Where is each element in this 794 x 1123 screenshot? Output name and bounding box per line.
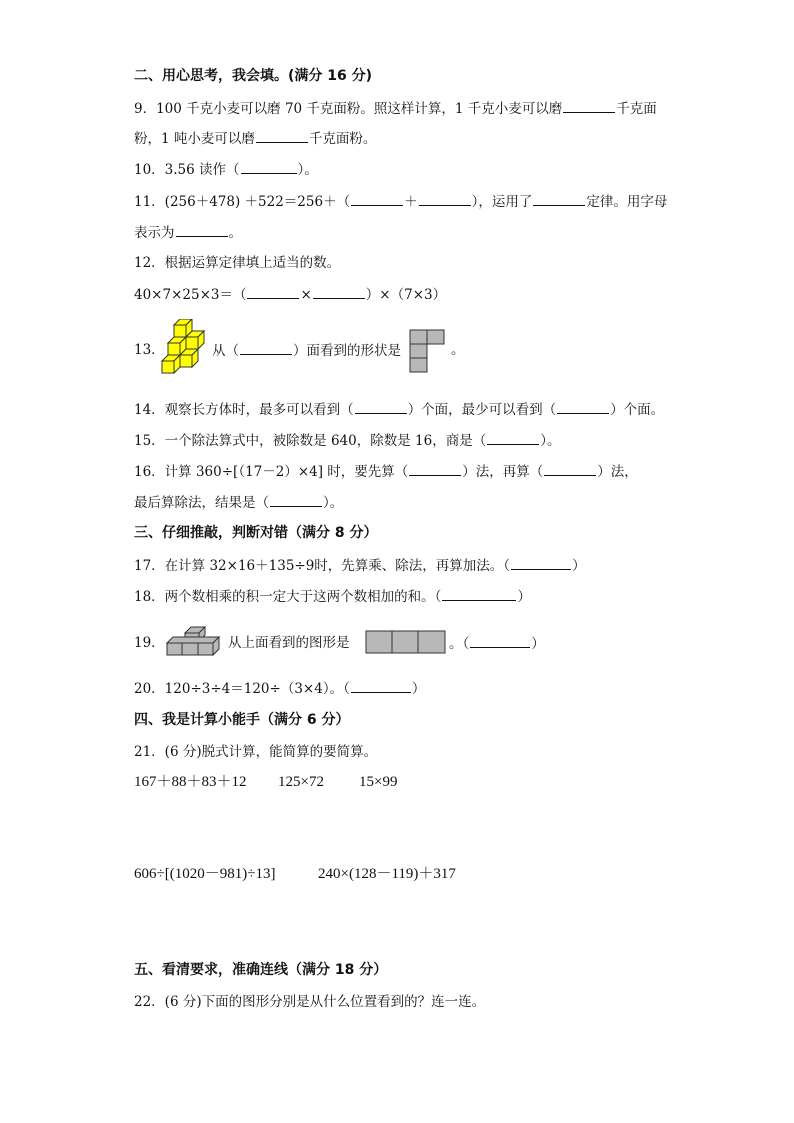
answer-blank[interactable] bbox=[351, 678, 411, 693]
three-squares-shape-icon bbox=[365, 630, 447, 655]
answer-blank[interactable] bbox=[270, 492, 322, 507]
question-20: 20．120÷3÷4＝120÷（3×4）。（ ） bbox=[134, 678, 425, 699]
question-12-line-1: 12．根据运算定律填上适当的数。 bbox=[134, 255, 341, 271]
question-10: 10．3.56 读作（ ）。 bbox=[134, 159, 318, 180]
answer-blank[interactable] bbox=[240, 340, 292, 355]
answer-blank[interactable] bbox=[355, 399, 407, 414]
section-2-title: 二、用心思考，我会填。(满分 16 分) bbox=[134, 68, 373, 84]
question-13-text: 从（ ）面看到的形状是 bbox=[212, 340, 401, 361]
expression-1: 167＋88＋83＋12 bbox=[134, 774, 247, 790]
answer-blank[interactable] bbox=[563, 98, 615, 113]
question-15: 15．一个除法算式中，被除数是 640，除数是 16，商是（ ）。 bbox=[134, 430, 560, 451]
expression-4: 606÷[(1020－981)÷13] bbox=[134, 866, 276, 882]
section-4-title: 四、我是计算小能手（满分 6 分） bbox=[134, 712, 350, 728]
answer-blank[interactable] bbox=[544, 461, 596, 476]
gray-squares-shape-icon bbox=[409, 329, 447, 373]
expression-3: 15×99 bbox=[359, 774, 398, 790]
answer-blank[interactable] bbox=[256, 128, 308, 143]
answer-blank[interactable] bbox=[533, 191, 585, 206]
question-13-end: 。 bbox=[451, 342, 465, 358]
question-19: 19． bbox=[134, 635, 165, 651]
question-9-line-1: 9．100 千克小麦可以磨 70 千克面粉。照这样计算，1 千克小麦可以磨 千克面 bbox=[134, 98, 657, 119]
stacked-cubes-icon bbox=[160, 319, 212, 381]
answer-blank[interactable] bbox=[442, 586, 516, 601]
answer-blank[interactable] bbox=[241, 159, 297, 174]
answer-blank[interactable] bbox=[470, 633, 530, 648]
expression-5: 240×(128－119)＋317 bbox=[318, 866, 456, 882]
answer-blank[interactable] bbox=[176, 222, 228, 237]
question-18: 18．两个数相乘的积一定大于这两个数相加的和。（ ） bbox=[134, 586, 531, 607]
question-17: 17．在计算 32×16＋135÷9时，先算乘、除法，再算加法。（ ） bbox=[134, 555, 586, 576]
section-5-title: 五、看清要求，准确连线（满分 18 分） bbox=[134, 962, 388, 978]
question-9-line-2: 粉，1 吨小麦可以磨 千克面粉。 bbox=[134, 128, 376, 149]
question-22: 22．(6 分)下面的图形分别是从什么位置看到的？连一连。 bbox=[134, 994, 486, 1010]
question-16-line-1: 16．计算 360÷[（17－2）×4] 时，要先算（ ）法，再算（ ）法， bbox=[134, 461, 638, 482]
expression-2: 125×72 bbox=[278, 774, 324, 790]
section-3-title: 三、仔细推敲，判断对错（满分 8 分） bbox=[134, 525, 378, 541]
answer-blank[interactable] bbox=[247, 284, 299, 299]
question-11-line-2: 表示为 。 bbox=[134, 222, 242, 243]
answer-blank[interactable] bbox=[351, 191, 403, 206]
question-19-end: 。（ ） bbox=[449, 633, 545, 654]
answer-blank[interactable] bbox=[511, 555, 571, 570]
question-12-line-2: 40×7×25×3＝（ × ）×（7×3） bbox=[134, 284, 446, 305]
question-19-text: 从上面看到的图形是 bbox=[228, 635, 350, 651]
question-21: 21．(6 分)脱式计算，能简算的要简算。 bbox=[134, 744, 378, 760]
answer-blank[interactable] bbox=[313, 284, 365, 299]
answer-blank[interactable] bbox=[557, 399, 609, 414]
question-11-line-1: 11．(256＋478) ＋522＝256＋（ ＋ ），运用了 定律。用字母 bbox=[134, 191, 667, 212]
question-14: 14．观察长方体时，最多可以看到（ ）个面，最少可以看到（ ）个面。 bbox=[134, 399, 664, 420]
gray-blocks-icon bbox=[165, 623, 225, 657]
answer-blank[interactable] bbox=[419, 191, 471, 206]
question-13: 13． bbox=[134, 342, 165, 358]
answer-blank[interactable] bbox=[487, 430, 539, 445]
question-16-line-2: 最后算除法，结果是（ ）。 bbox=[134, 492, 343, 513]
answer-blank[interactable] bbox=[409, 461, 461, 476]
